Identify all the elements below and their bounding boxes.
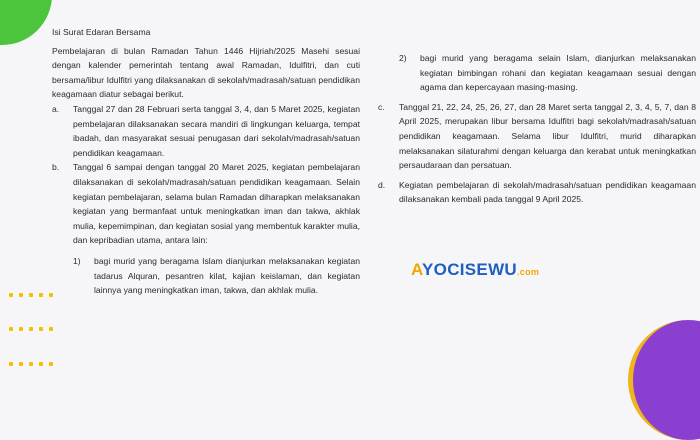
intro-paragraph: Pembelajaran di bulan Ramadan Tahun 1446 Hijriah/2025 Masehi sesuai dengan kalender pemerintah tentang awal Ramadan, Idulfitri, dan cuti bersama/libur Idulfitri yang dilaksanakan di sekolah/madrasah/satuan pendidikan keagamaan diatur sebagai berikut.: [52, 45, 360, 100]
decorative-dots-row: [9, 362, 59, 366]
decorative-purple-circle: [628, 320, 700, 440]
list-item-text: Tanggal 27 dan 28 Februari serta tanggal 3, 4, dan 5 Maret 2025, kegiatan pembelajaran dilaksanakan secara mandiri di lingkungan keluarga, tempat ibadah, dan masyarakat sesuai penugasan dari sekolah/madrasah/satuan pendidikan keagamaan.: [73, 103, 360, 158]
logo-wordmark: YOCISEWU: [422, 260, 517, 279]
logo-domain: .com: [517, 267, 540, 277]
sub-item-text: bagi murid yang beragama Islam dianjurkan melaksanakan kegiatan tadarus Alquran, pesantren kilat, kajian keislaman, dan kegiatan lainnya yang meningkatkan iman, takwa, dan akhlak mulia.: [94, 255, 360, 296]
decorative-green-circle: [0, 0, 52, 45]
sub-item-text: bagi murid yang beragama selain Islam, dianjurkan melaksanakan kegiatan bimbingan rohani dan kegiatan keagamaan sesuai dengan agama dan kepercayaan masing-masing.: [420, 53, 696, 93]
list-item-a: [52, 102, 360, 160]
document-column-right: [378, 51, 696, 212]
document-heading: Isi Surat Edaran Bersama: [52, 27, 151, 37]
logo-lead-letter: A: [411, 260, 423, 279]
list-marker: d.: [378, 179, 386, 190]
list-item-c: [378, 100, 696, 173]
list-marker: b.: [52, 162, 60, 173]
list-item-text: Tanggal 21, 22, 24, 25, 26, 27, dan 28 Maret serta tanggal 2, 3, 4, 5, 7, dan 8 April 2025, merupakan libur bersama Idulfitri bagi sekolah/madrasah/satuan pendidikan keagamaan. Selama libur Idulfitri, murid diharapkan melaksanakan silaturahmi dengan keluarga dan kerabat untuk meningkatkan persaudaraan dan persatuan.: [399, 101, 696, 171]
list-item-b: [52, 160, 360, 297]
list-marker: c.: [378, 101, 385, 112]
list-item-text: Kegiatan pembelajaran di sekolah/madrasah/satuan pendidikan keagamaan dilaksanakan kembali pada tanggal 9 April 2025.: [399, 179, 696, 205]
sub-item-1: [73, 254, 360, 298]
list-item-d: [378, 178, 696, 207]
sub-marker: 2): [399, 53, 407, 63]
list-item-text: Tanggal 6 sampai dengan tanggal 20 Maret 2025, kegiatan pembelajaran dilaksanakan di sekolah/madrasah/satuan pendidikan keagamaan. Selain kegiatan pembelajaran, selama bulan Ramadan diharapkan melaksanakan kegiatan yang bermanfaat untuk meningkatkan iman dan takwa, akhlak mulia, kepemimpinan, dan kegiatan sosial yang membentuk karakter mulia, dan kepribadian utama, antara lain:: [73, 162, 360, 246]
list-marker: a.: [52, 103, 60, 114]
ayocisewu-logo: [411, 260, 539, 280]
document-column-left: [52, 25, 360, 298]
decorative-dots-row: [9, 327, 59, 331]
sub-marker: 1): [73, 255, 81, 266]
sub-item-2: [399, 51, 696, 95]
